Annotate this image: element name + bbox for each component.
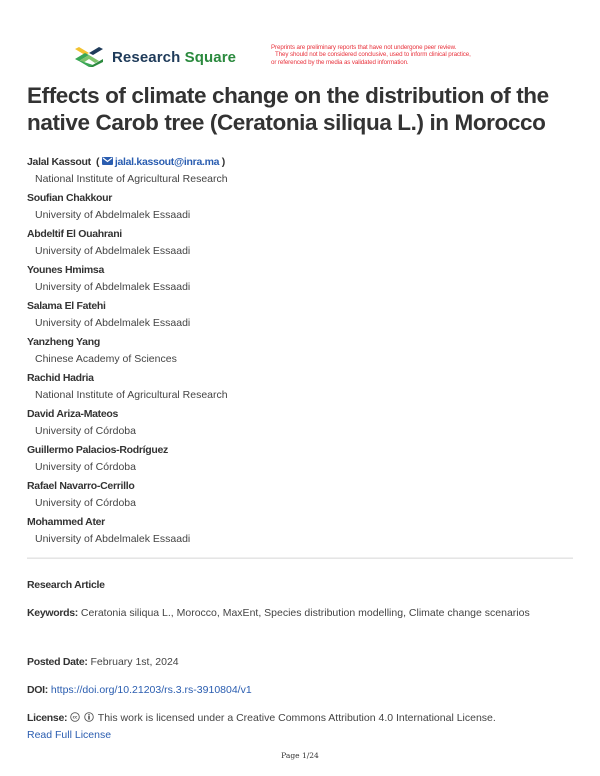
preprint-disclaimer: [271, 44, 561, 66]
author-name: Yanzheng Yang: [27, 336, 100, 348]
license: [27, 710, 567, 744]
logo-text-square: Square: [184, 48, 237, 66]
page-number: Page 1/24: [281, 751, 319, 760]
svg-text:cc: cc: [72, 714, 78, 720]
doi: [27, 682, 567, 699]
author-affiliation: University of Córdoba: [35, 425, 136, 437]
attribution-icon: [84, 712, 94, 722]
author-entry: [27, 154, 567, 190]
author-affiliation: National Institute of Agricultural Research: [35, 389, 228, 401]
author-entry: [27, 190, 567, 226]
author-name: Younes Hmimsa: [27, 264, 105, 276]
logo-text-research: Research: [112, 48, 181, 66]
disclaimer-line: or referenced by the media as validated information.: [271, 58, 409, 66]
license-text: This work is licensed under a Creative Commons Attribution 4.0 International License.: [97, 712, 496, 724]
author-name: Guillermo Palacios-Rodríguez: [27, 444, 168, 456]
author-affiliation: Chinese Academy of Sciences: [35, 353, 177, 365]
author-entry: [27, 226, 567, 262]
author-name: Mohammed Ater: [27, 516, 105, 528]
author-entry: [27, 370, 567, 406]
paper-title: Effects of climate change on the distribution of the native Carob tree (Ceratonia siliqua L.) in Morocco: [27, 83, 549, 135]
posted-date: [27, 654, 567, 671]
posted-date-value: February 1st, 2024: [90, 656, 179, 668]
author-affiliation: University of Abdelmalek Essaadi: [35, 317, 191, 329]
disclaimer-line: They should not be considered conclusive, used to inform clinical practice,: [275, 51, 471, 59]
doi-link[interactable]: https://doi.org/10.21203/rs.3.rs-3910804/v1: [50, 684, 252, 696]
mail-icon: [102, 157, 113, 165]
author-affiliation: University of Abdelmalek Essaadi: [35, 281, 191, 293]
author-affiliation: National Institute of Agricultural Research: [35, 173, 228, 185]
author-entry: [27, 262, 567, 298]
author-name: David Ariza-Mateos: [27, 408, 119, 420]
author-entry: [27, 478, 567, 514]
author-entry: [27, 298, 567, 334]
research-square-logo-icon: [74, 46, 104, 68]
author-name: [27, 154, 567, 171]
doi-label: DOI:: [27, 684, 48, 696]
keywords-label: Keywords:: [27, 607, 78, 619]
author-name: Soufian Chakkour: [27, 192, 113, 204]
creative-commons-icon: [70, 712, 80, 722]
posted-date-label: Posted Date:: [27, 656, 88, 668]
section-divider: [27, 557, 573, 559]
disclaimer-line: Preprints are preliminary reports that have not undergone peer review.: [271, 44, 457, 51]
author-entry: [27, 514, 567, 550]
page-header: [74, 44, 554, 74]
author-entry: [27, 442, 567, 478]
author-name-text: Jalal Kassout: [27, 156, 91, 168]
license-label: License:: [27, 712, 68, 724]
author-affiliation: University of Abdelmalek Essaadi: [35, 245, 191, 257]
author-name: Salama El Fatehi: [27, 300, 106, 312]
logo-text: [112, 49, 236, 66]
keywords: [27, 605, 567, 622]
author-affiliation: University of Córdoba: [35, 497, 136, 509]
read-full-license-link[interactable]: Read Full License: [27, 729, 112, 741]
author-entry: [27, 406, 567, 442]
author-affiliation: University of Córdoba: [35, 461, 136, 473]
author-entry: [27, 334, 567, 370]
author-email-wrap: ( jalal.kassout@inra.ma ): [93, 156, 226, 168]
article-type: Research Article: [27, 579, 105, 591]
author-affiliation: University of Abdelmalek Essaadi: [35, 209, 191, 221]
author-list: [27, 154, 567, 550]
keywords-value: Ceratonia siliqua L., Morocco, MaxEnt, Species distribution modelling, Climate change scenarios: [80, 607, 530, 619]
author-email-link[interactable]: jalal.kassout@inra.ma: [114, 156, 220, 168]
author-name: Rachid Hadria: [27, 372, 94, 384]
author-affiliation: University of Abdelmalek Essaadi: [35, 533, 191, 545]
author-name: Abdeltif El Ouahrani: [27, 228, 122, 240]
research-square-logo[interactable]: [74, 46, 236, 68]
author-name: Rafael Navarro-Cerrillo: [27, 480, 135, 492]
